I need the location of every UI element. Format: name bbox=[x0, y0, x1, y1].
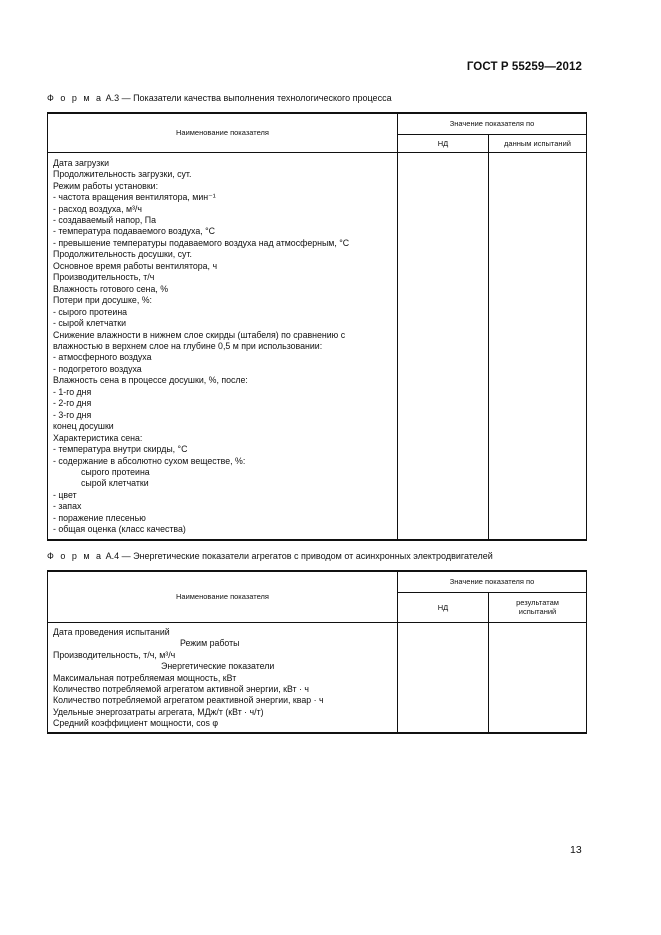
list-item: Удельные энергозатраты агрегата, МДж/т (кВт · ч/т) bbox=[53, 706, 264, 717]
list-item: Режим работы bbox=[180, 638, 240, 649]
form-a3-caption bbox=[47, 93, 392, 103]
document-code: ГОСТ Р 55259—2012 bbox=[466, 61, 582, 73]
form-a3-indicator-list bbox=[48, 152, 398, 540]
form-a3-caption-text: А.3 — Показатели качества выполнения технологического процесса bbox=[105, 93, 392, 103]
list-item: Количество потребляемой агрегатом активной энергии, кВт · ч bbox=[53, 683, 309, 694]
list-item: - сырого протеина bbox=[53, 306, 128, 317]
list-item: - температура внутри скирды, °С bbox=[53, 444, 188, 455]
list-item: Дата проведения испытаний bbox=[53, 626, 170, 637]
list-item: - превышение температуры подаваемого воздуха над атмосферным, °С bbox=[53, 237, 350, 248]
list-item: Режим работы установки: bbox=[53, 180, 159, 191]
list-item: Производительность, т/ч, м³/ч bbox=[53, 649, 176, 660]
form-a4-nd-cell bbox=[398, 622, 489, 733]
list-item: конец досушки bbox=[53, 421, 114, 432]
form-a3-caption-prefix: Ф о р м а bbox=[47, 93, 104, 103]
list-item: - сырой клетчатки bbox=[53, 318, 127, 329]
form-a4-col-test-line2: испытаний bbox=[518, 607, 557, 616]
form-a4-caption-text: А.4 — Энергетические показатели агрегатов с приводом от асинхронных электродвигателей bbox=[105, 551, 493, 561]
list-item: Средний коэффициент мощности, cos φ bbox=[53, 718, 219, 729]
form-a4-col-test-line1: результатам bbox=[516, 598, 559, 607]
form-a4-table bbox=[47, 570, 587, 734]
list-item: Продолжительность досушки, сут. bbox=[53, 249, 192, 260]
form-a3-col-nd: НД bbox=[398, 134, 489, 152]
form-a4-test-cell bbox=[489, 622, 587, 733]
list-item: - расход воздуха, м³/ч bbox=[53, 203, 142, 214]
form-a3-table bbox=[47, 112, 587, 541]
list-item: - подогретого воздуха bbox=[53, 363, 142, 374]
list-item: - цвет bbox=[53, 489, 77, 500]
list-item: - содержание в абсолютно сухом веществе, %: bbox=[53, 455, 246, 466]
form-a4-caption-prefix: Ф о р м а bbox=[47, 551, 104, 561]
list-item: Максимальная потребляемая мощность, кВт bbox=[53, 672, 237, 683]
list-item: Продолжительность загрузки, сут. bbox=[53, 169, 192, 180]
list-item: сырого протеина bbox=[81, 467, 150, 477]
form-a3-col-name: Наименование показателя bbox=[48, 113, 398, 152]
page-number: 13 bbox=[570, 844, 582, 856]
form-a4-col-name: Наименование показателя bbox=[48, 571, 398, 622]
form-a3-test-cell bbox=[489, 152, 587, 540]
list-item: Производительность, т/ч bbox=[53, 272, 155, 283]
list-item: Влажность готового сена, % bbox=[53, 283, 169, 294]
list-item: Потери при досушке, %: bbox=[53, 295, 152, 306]
list-item: - 1-го дня bbox=[53, 386, 92, 397]
list-item: - поражение плесенью bbox=[53, 512, 146, 523]
list-item: Энергетические показатели bbox=[161, 661, 275, 672]
list-item: - 3-го дня bbox=[53, 409, 92, 420]
list-item: сырой клетчатки bbox=[81, 478, 149, 489]
list-item: - атмосферного воздуха bbox=[53, 352, 152, 363]
list-item: - запах bbox=[53, 501, 82, 512]
list-item: влажностью в верхнем слое на глубине 0,5 м при использовании: bbox=[53, 341, 323, 352]
form-a4-indicator-list bbox=[48, 622, 398, 733]
list-item: Характеристика сена: bbox=[53, 432, 143, 443]
form-a4-col-value-group: Значение показателя по bbox=[398, 571, 587, 592]
form-a3-nd-cell bbox=[398, 152, 489, 540]
list-item: Дата загрузки bbox=[53, 157, 110, 168]
form-a3-col-test: данным испытаний bbox=[489, 134, 587, 152]
form-a4-caption bbox=[47, 551, 493, 561]
list-item: - температура подаваемого воздуха, °С bbox=[53, 226, 215, 237]
list-item: Снижение влажности в нижнем слое скирды (штабеля) по сравнению с bbox=[53, 329, 346, 340]
list-item: Влажность сена в процессе досушки, %, после: bbox=[53, 375, 248, 386]
list-item: Количество потребляемой агрегатом реактивной энергии, квар · ч bbox=[53, 695, 324, 706]
list-item: - частота вращения вентилятора, мин⁻¹ bbox=[53, 192, 216, 203]
list-item: Основное время работы вентилятора, ч bbox=[53, 260, 218, 271]
list-item: - создаваемый напор, Па bbox=[53, 215, 157, 226]
form-a4-col-test bbox=[489, 592, 587, 622]
form-a3-col-value-group: Значение показателя по bbox=[398, 113, 587, 134]
list-item: - общая оценка (класс качества) bbox=[53, 524, 186, 535]
form-a4-col-nd: НД bbox=[398, 592, 489, 622]
list-item: - 2-го дня bbox=[53, 398, 92, 409]
